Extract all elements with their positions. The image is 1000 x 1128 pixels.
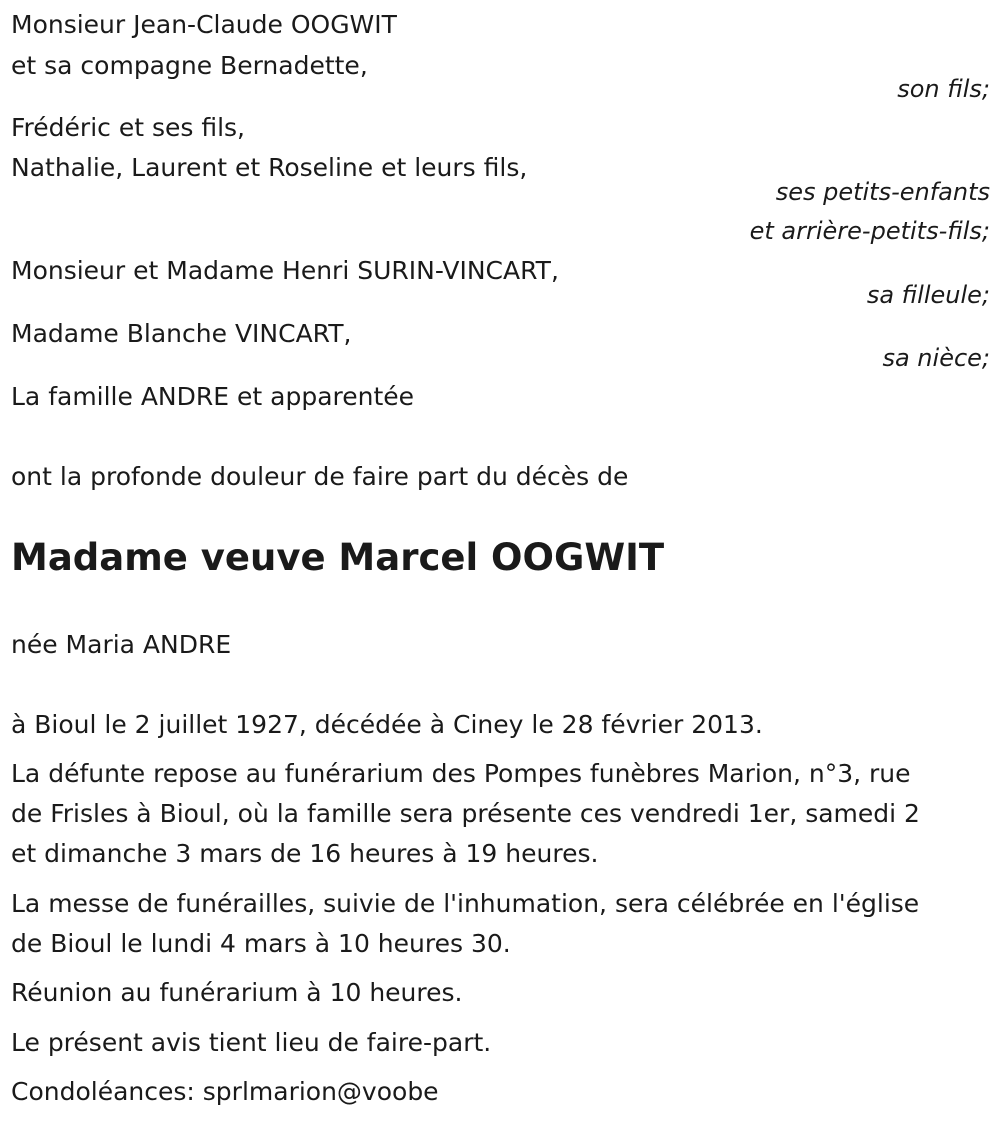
niece-name: Madame Blanche VINCART, (11, 319, 352, 348)
extended-family: La famille ANDRE et apparentée (11, 382, 415, 411)
grandchildren-role-2: et arrière-petits-fils; (749, 217, 990, 245)
repose-line-2: de Frisles à Bioul, où la famille sera présente ces vendredi 1er, samedi 2 (11, 799, 920, 828)
repose-line-1: La défunte repose au funérarium des Pompes funèbres Marion, n°3, rue (11, 759, 911, 788)
grandchildren-line-2: Nathalie, Laurent et Roseline et leurs fils, (11, 153, 528, 182)
goddaughter-name: Monsieur et Madame Henri SURIN-VINCART, (11, 256, 559, 285)
mass-line-1: La messe de funérailles, suivie de l'inhumation, sera célébrée en l'église (11, 889, 920, 918)
niece-role: sa nièce; (882, 344, 990, 372)
meeting-info: Réunion au funérarium à 10 heures. (11, 978, 463, 1007)
repose-line-3: et dimanche 3 mars de 16 heures à 19 heures. (11, 839, 599, 868)
son-partner: et sa compagne Bernadette, (11, 51, 368, 80)
grandchildren-role-1: ses petits-enfants (775, 178, 990, 206)
birth-death-dates: à Bioul le 2 juillet 1927, décédée à Ciney le 28 février 2013. (11, 710, 763, 739)
son-name: Monsieur Jean-Claude OOGWIT (11, 10, 397, 39)
goddaughter-role: sa filleule; (866, 281, 990, 309)
announcement-intro: ont la profonde douleur de faire part du décès de (11, 462, 629, 491)
condolences: Condoléances: sprlmarion@voobe (11, 1077, 439, 1106)
mass-line-2: de Bioul le lundi 4 mars à 10 heures 30. (11, 929, 511, 958)
son-role: son fils; (897, 75, 990, 103)
deceased-name: Madame veuve Marcel OOGWIT (11, 536, 665, 579)
maiden-name: née Maria ANDRE (11, 630, 232, 659)
grandchildren-line-1: Frédéric et ses fils, (11, 113, 246, 142)
notice-text: Le présent avis tient lieu de faire-part. (11, 1028, 492, 1057)
